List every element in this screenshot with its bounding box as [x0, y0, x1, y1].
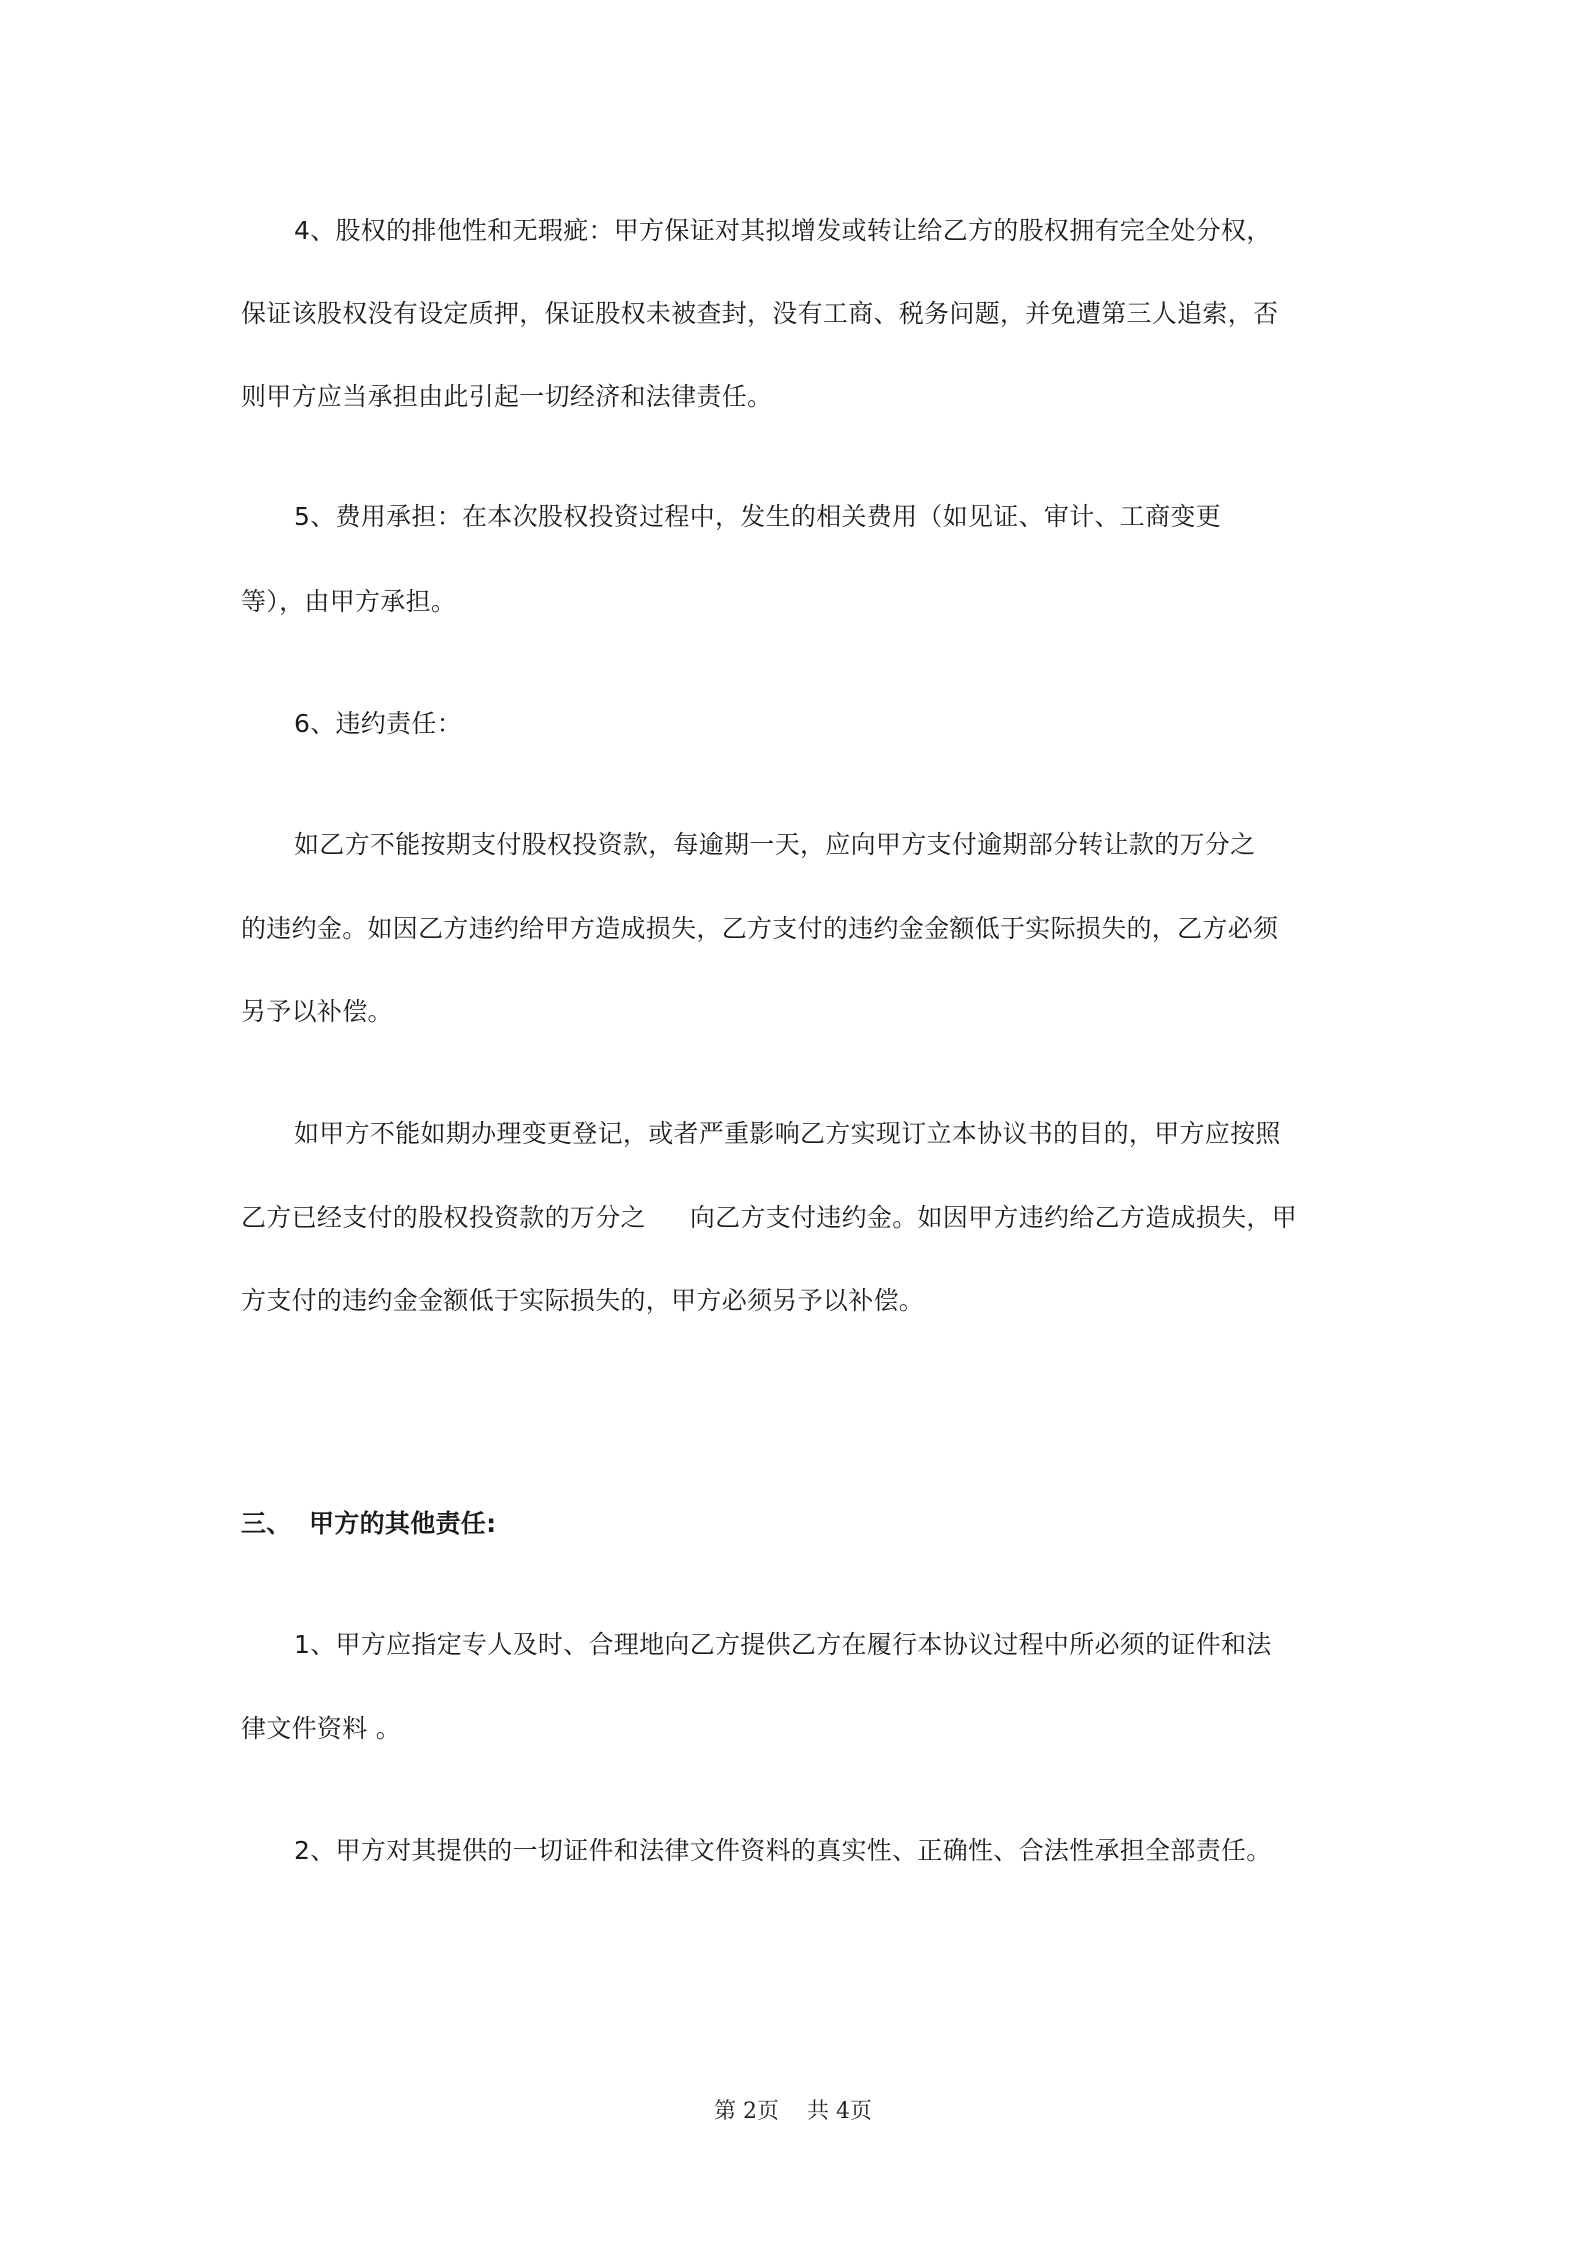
section-3-item-1-line-1: 1、甲方应指定专人及时、合理地向乙方提供乙方在履行本协议过程中所必须的证件和法 — [294, 1630, 1272, 1659]
clause-6-p1-line-1: 如乙方不能按期支付股权投资款，每逾期一天，应向甲方支付逾期部分转让款的万分之 — [294, 830, 1256, 859]
page-footer — [0, 2094, 1586, 2125]
section-3-title: 甲方的其他责任: — [309, 1509, 497, 1538]
clause-4-line-1: 4、股权的排他性和无瑕疵：甲方保证对其拟增发或转让给乙方的股权拥有完全处分权， — [294, 216, 1272, 245]
clause-6-p1-line-2: 的违约金。如因乙方违约给甲方造成损失，乙方支付的违约金金额低于实际损失的，乙方必须 — [241, 914, 1279, 943]
section-3-item-1-line-2: 律文件资料 。 — [241, 1714, 402, 1743]
clause-6-p2-line-1: 如甲方不能如期办理变更登记，或者严重影响乙方实现订立本协议书的目的，甲方应按照 — [294, 1119, 1281, 1148]
clause-4-line-2: 保证该股权没有设定质押，保证股权未被查封，没有工商、税务问题，并免遭第三人追索，否 — [241, 299, 1279, 328]
clause-5-line-2: 等），由甲方承担。 — [241, 587, 457, 616]
clause-6-p1-line-3: 另予以补偿。 — [241, 997, 393, 1026]
clause-6-p2-line-2b: 向乙方支付违约金。如因甲方违约给乙方造成损失，甲 — [689, 1203, 1298, 1232]
page-number: 第 2页 — [714, 2099, 779, 2124]
clause-6-title: 6、违约责任： — [294, 709, 463, 738]
section-3-item-2-line-1: 2、甲方对其提供的一切证件和法律文件资料的真实性、正确性、合法性承担全部责任。 — [294, 1836, 1272, 1865]
clause-6-p2-line-3: 方支付的违约金金额低于实际损失的，甲方必须另予以补偿。 — [241, 1286, 925, 1315]
clause-6-p2-line-2a: 乙方已经支付的股权投资款的万分之 — [241, 1203, 646, 1232]
clause-6-p2-line-2 — [241, 1201, 1297, 1235]
section-3-number: 三、 — [241, 1509, 292, 1538]
section-3-heading — [241, 1507, 496, 1541]
clause-5-line-1: 5、费用承担：在本次股权投资过程中，发生的相关费用（如见证、审计、工商变更 — [294, 502, 1222, 531]
page-total: 共 4页 — [806, 2099, 872, 2124]
clause-4-line-3: 则甲方应当承担由此引起一切经济和法律责任。 — [241, 382, 773, 411]
